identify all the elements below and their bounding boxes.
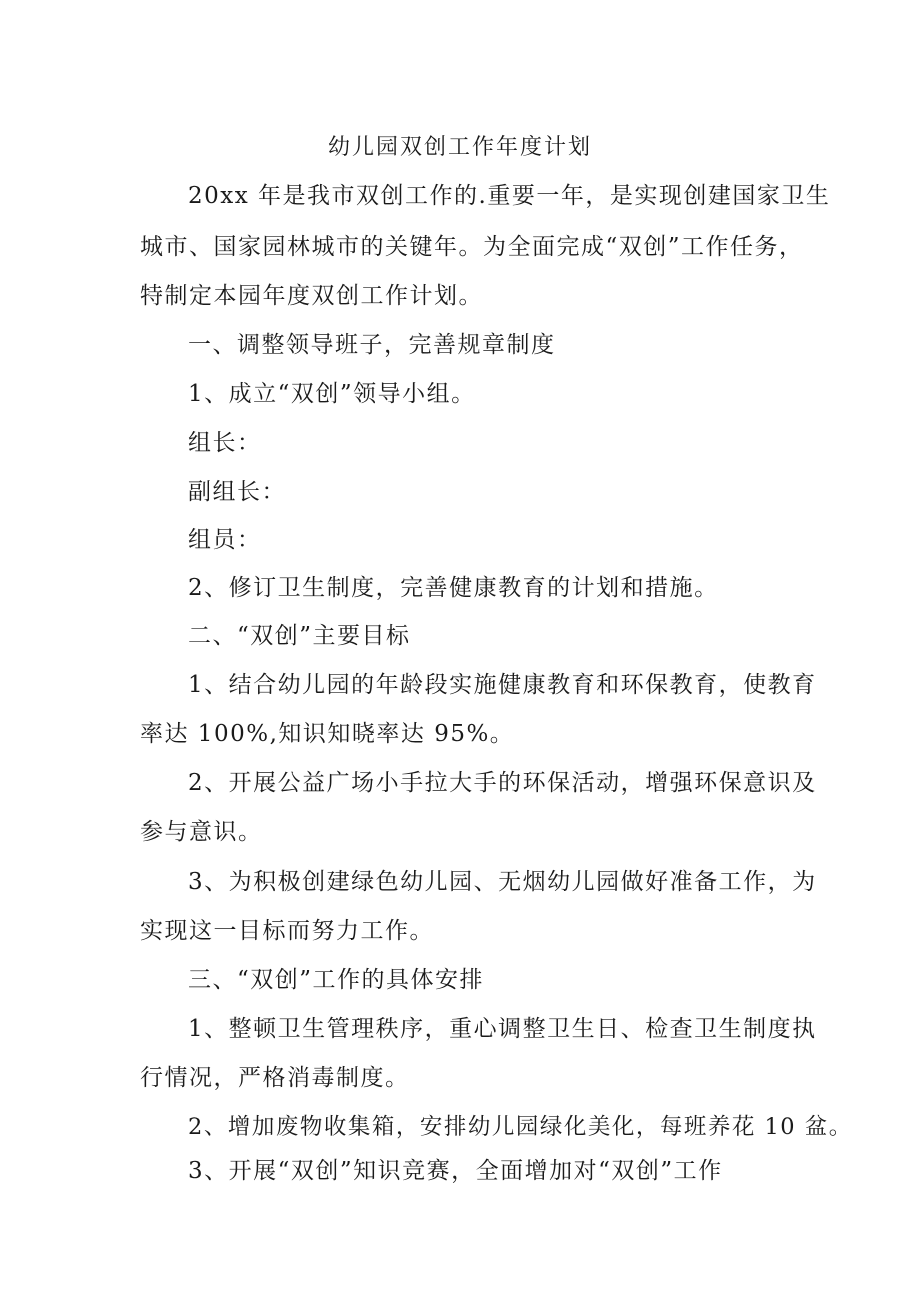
list-item: 2、增加废物收集箱，安排幼儿园绿化美化，每班养花 10 盆。 [188, 1114, 853, 1140]
list-item: 副组长： [188, 479, 286, 505]
list-item: 1、整顿卫生管理秩序，重心调整卫生日、检查卫生制度执 [188, 1016, 817, 1042]
paragraph-line: 城市、国家园林城市的关键年。为全面完成“双创”工作任务， [140, 234, 804, 260]
list-item: 1、结合幼儿园的年龄段实施健康教育和环保教育，使教育 [188, 672, 817, 698]
section-heading: 二、“双创”主要目标 [188, 623, 411, 649]
list-item: 2、开展公益广场小手拉大手的环保活动，增强环保意识及 [188, 770, 817, 796]
section-heading: 三、“双创”工作的具体安排 [188, 967, 485, 993]
paragraph-line: 特制定本园年度双创工作计划。 [140, 283, 483, 309]
list-item: 3、为积极创建绿色幼儿园、无烟幼儿园做好准备工作，为 [188, 869, 817, 895]
list-item: 组长： [188, 430, 262, 456]
section-heading: 一、调整领导班子，完善规章制度 [188, 332, 556, 358]
paragraph-line: 参与意识。 [140, 819, 263, 845]
list-item: 组员： [188, 527, 262, 553]
paragraph-line: 率达 100%,知识知晓率达 95%。 [140, 721, 515, 747]
paragraph-line: 行情况，严格消毒制度。 [140, 1065, 410, 1091]
paragraph-line: 实现这一目标而努力工作。 [140, 918, 434, 944]
list-item: 3、开展“双创”知识竞赛，全面增加对“双创”工作 [188, 1158, 723, 1184]
document-title: 幼儿园双创工作年度计划 [327, 135, 592, 160]
paragraph-line: 20xx 年是我市双创工作的.重要一年，是实现创建国家卫生 [188, 183, 831, 209]
list-item: 1、成立“双创”领导小组。 [188, 381, 476, 407]
list-item: 2、修订卫生制度，完善健康教育的计划和措施。 [188, 575, 719, 601]
